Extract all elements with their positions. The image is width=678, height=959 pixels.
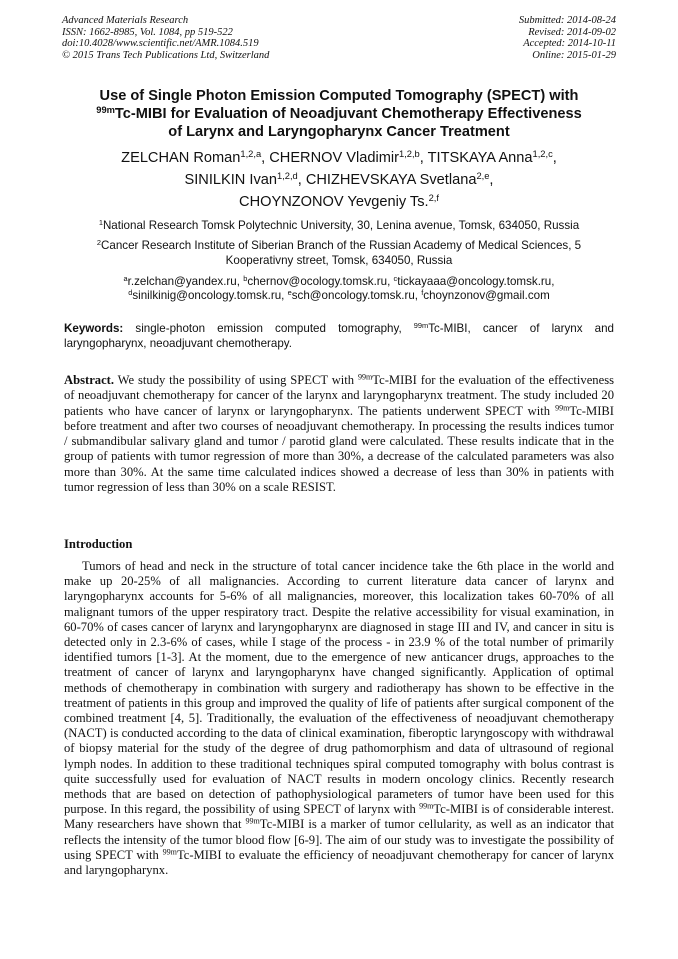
intro-sup: 99m bbox=[245, 817, 260, 827]
author-sup: 1,2,c bbox=[532, 148, 553, 159]
email-link[interactable]: r.zelchan@yandex.ru, bbox=[127, 275, 244, 288]
keywords-text: Tc-MIBI, cancer of larynx and laryngopharynx, neoadjuvant chemotherapy. bbox=[64, 322, 614, 350]
abstract-sup: 99m bbox=[555, 403, 570, 413]
title-line-3: of Larynx and Laryngopharynx Cancer Treatment bbox=[168, 124, 510, 140]
abstract-label: Abstract. bbox=[64, 373, 115, 387]
affiliation-sup: 2 bbox=[96, 237, 101, 247]
email-link[interactable]: sinilkinig@oncology.tomsk.ru, bbox=[132, 289, 288, 302]
author-name: ZELCHAN Roman bbox=[121, 150, 241, 166]
email-sup: f bbox=[421, 287, 424, 297]
affiliation-text: National Research Tomsk Polytechnic University, 30, Lenina avenue, Tomsk, 634050, Russia bbox=[102, 219, 580, 232]
author-sep: , bbox=[489, 172, 494, 188]
author-sup: 2,f bbox=[428, 192, 439, 203]
email-sup: e bbox=[287, 287, 292, 297]
abstract-text: We study the possibility of using SPECT with bbox=[114, 373, 358, 387]
author-sep: , bbox=[297, 172, 306, 188]
email-line-2 bbox=[64, 289, 614, 303]
affiliation-text: Cancer Research Institute of Siberian Branch of the Russian Academy of Medical Sciences, 5 Kooperativny street, Tomsk, 634050, Russia bbox=[101, 239, 582, 267]
abstract-text: Tc-MIBI for the evaluation of the effectiveness of neoadjuvant chemotherapy for cancer of the larynx and laryngopharynx treatment. The study included 20 patients who have cancer of larynx or laryngopharynx. The patients underwent SPECT with bbox=[64, 373, 614, 418]
abstract-text: Tc-MIBI before treatment and after two courses of neoadjuvant chemotherapy. In processing the results indices tumor / submandibular salivary gland and tumor / parotid gland were calculated. These results indicate that in the group of patients with tumor regression of more than 30%, a decrease of the calculated parameters was also more than 30%. At the same time calculated indices showed a decrease of less than 30% in patients with tumor regression of less than 30% on a scale RESIST. bbox=[64, 403, 614, 495]
author-sup: 1,2,a bbox=[240, 148, 262, 159]
journal-doi: doi:10.4028/www.scientific.net/AMR.1084.519 bbox=[62, 38, 259, 49]
intro-sup: 99m bbox=[419, 801, 434, 811]
keywords-label: Keywords: bbox=[64, 322, 124, 335]
title-line-1: Use of Single Photon Emission Computed Tomography (SPECT) with bbox=[99, 88, 579, 104]
intro-text: Tc-MIBI to evaluate the efficiency of neoadjuvant chemotherapy for cancer of larynx and laryngopharynx. bbox=[64, 847, 614, 878]
journal-info bbox=[62, 15, 269, 61]
journal-issn: ISSN: 1662-8985, Vol. 1084, pp 519-522 bbox=[62, 26, 233, 38]
author-line-2 bbox=[50, 169, 628, 191]
keywords-text: single-photon emission computed tomography, bbox=[123, 322, 414, 335]
email-link[interactable]: sch@oncology.tomsk.ru, bbox=[291, 289, 422, 302]
intro-text: Tc-MIBI is of considerable interest. Many researchers have shown that bbox=[64, 802, 614, 832]
author-list bbox=[50, 147, 628, 213]
author-sep: , bbox=[552, 150, 557, 166]
author-name: CHOYNZONOV Yevgeniy Ts. bbox=[239, 194, 429, 210]
title-line-2-text: Tc-MIBI for Evaluation of Neoadjuvant Chemotherapy Effectiveness bbox=[114, 106, 582, 122]
affiliation-1 bbox=[64, 218, 614, 233]
email-link[interactable]: tickayaaa@oncology.tomsk.ru, bbox=[397, 275, 555, 288]
intro-text: Tumors of head and neck in the structure of total cancer incidence take the 6th place in the world and make up 20-25% of all malignancies. According to current literature data cancer of larynx and laryngopharynx accounts for 5-6% of all malignancies, moreover, this localization takes 60-70% of all malignant tumors of the upper respiratory tract. Despite the relative accessibility for visual examination, in 60-70% of cases cancer of larynx and laryngopharynx are diagnosed in stage III and IV, and cancer in situ is detected only in 2.3-6% of cases, while I stage of the process - in 23.9 % of the total number of primarily identified tumors [1-3]. At the moment, due to the emergence of new anticancer drugs, approaches to the treatment of cancer of larynx and laryngopharynx have changed significantly. Application of optimal methods of chemotherapy in combination with surgery and radiotherapy has shown to be effective in the treatment of patients in this group and improved the quality of life of patients after surgical component of the combined treatment [4, 5]. Traditionally, the evaluation of the effectiveness of neoadjuvant chemotherapy (NACT) is conducted according to the data of clinical examination, fiberoptic laryngoscopy with withdrawal of biopsy material for the study of the degree of drug pathomorphism and data of ultrasound of regional lymph nodes. In addition to these traditional techniques spiral computed tomography with bolus contrast is quite successfully used for evaluation of NACT results in modern oncology clinics. Recently research methods that are based on detection of pathophysiological parameters of tumor have been used for this purpose. In this regard, the possibility of using SPECT of larynx with bbox=[64, 559, 614, 817]
author-line-1 bbox=[50, 147, 628, 169]
email-link[interactable]: chernov@ocology.tomsk.ru, bbox=[247, 275, 394, 288]
intro-sup: 99m bbox=[162, 847, 177, 857]
publication-dates bbox=[519, 15, 616, 61]
abstract-sup: 99m bbox=[357, 372, 373, 382]
date-online: Online: 2015-01-29 bbox=[532, 49, 616, 61]
keywords-section bbox=[64, 321, 614, 351]
author-sup: 1,2,d bbox=[276, 170, 298, 181]
email-sup: a bbox=[123, 273, 128, 283]
email-link[interactable]: choynzonov@gmail.com bbox=[423, 289, 550, 302]
author-sup: 2,e bbox=[476, 170, 490, 181]
author-name: CHERNOV Vladimir bbox=[269, 150, 399, 166]
paper-title bbox=[50, 87, 628, 141]
date-submitted: Submitted: 2014-08-24 bbox=[518, 15, 616, 26]
email-line-1 bbox=[64, 275, 614, 289]
email-sup: c bbox=[393, 273, 398, 283]
author-name: SINILKIN Ivan bbox=[184, 172, 277, 188]
affiliation-sup: 1 bbox=[98, 217, 103, 227]
author-name: CHIZHEVSKAYA Svetlana bbox=[305, 172, 477, 188]
journal-name: Advanced Materials Research bbox=[62, 15, 189, 26]
abstract-section bbox=[64, 373, 614, 495]
author-name: TITSKAYA Anna bbox=[427, 150, 533, 166]
email-sup: b bbox=[243, 273, 248, 283]
journal-copyright: © 2015 Trans Tech Publications Ltd, Switzerland bbox=[62, 49, 270, 61]
introduction-paragraph bbox=[64, 559, 614, 878]
author-emails bbox=[64, 275, 614, 303]
author-sup: 1,2,b bbox=[399, 148, 420, 159]
affiliation-2 bbox=[64, 238, 614, 268]
date-accepted: Accepted: 2014-10-11 bbox=[523, 38, 616, 49]
intro-text: Tc-MIBI is a marker of tumor cellularity, as well as an indicator that reflects the intensity of the tumor blood flow [6-9]. The aim of our study was to investigate the possibility of using SPECT with bbox=[64, 817, 614, 862]
author-line-3 bbox=[50, 191, 628, 213]
author-sep: , bbox=[261, 150, 270, 166]
section-heading-introduction: Introduction bbox=[64, 537, 133, 551]
title-isotope-sup: 99m bbox=[96, 104, 115, 115]
title-line-2 bbox=[50, 105, 628, 123]
keywords-sup: 99m bbox=[413, 320, 429, 330]
author-sep: , bbox=[419, 150, 428, 166]
email-sup: d bbox=[128, 287, 133, 297]
date-revised: Revised: 2014-09-02 bbox=[528, 26, 616, 38]
